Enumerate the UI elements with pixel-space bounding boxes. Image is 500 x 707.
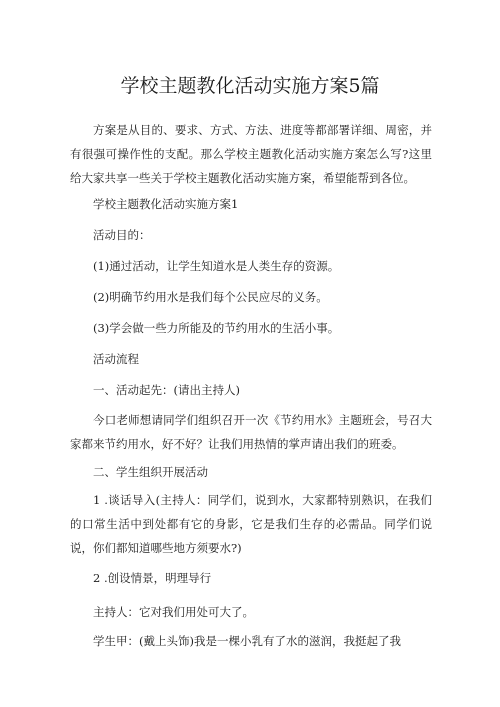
purpose-item-1: (1)通过活动，让学生知道水是人类生存的资源。 [93, 259, 340, 273]
purpose-item-2: (2)明确节约用水是我们每个公民应尽的义务。 [93, 290, 328, 304]
student-line: 学生甲：(戴上头饰)我是一棵小乳有了水的滋润，我挺起了我 [93, 634, 401, 648]
document-title: 学校主题教化活动实施方案5篇 [120, 75, 380, 97]
host-line: 主持人：它对我们用处可大了。 [93, 605, 254, 619]
item1-paragraph: 1 .谈话导入(主持人：同学们，说到水，大家都特别熟识，在我们的口常生活中到处都有它的身影，它是我们生存的必需品。同学们说说，你们都知道哪些地方须要水?) [70, 493, 432, 555]
step2-heading: 二、学生组织开展活动 [93, 465, 208, 479]
item2-heading: 2 .创设情景，明理导行 [93, 571, 212, 585]
intro-paragraph: 方案是从目的、要求、方式、方法、进度等都部署详细、周密，并有很强可操作性的支配。那么学校主题教化活动实施方案怎么写?这里给大家共享一些关于学校主题教化活动实施方案，希望能帮到各位。 [70, 123, 432, 185]
purpose-item-3: (3)学会做一些力所能及的节约用水的生活小事。 [93, 321, 340, 335]
step1-heading: 一、活动起先：(请出主持人) [93, 383, 240, 397]
purpose-label: 活动目的： [93, 228, 151, 242]
flow-label: 活动流程 [93, 352, 139, 366]
section-heading: 学校主题教化活动实施方案1 [93, 197, 239, 211]
step1-paragraph: 今口老师想请同学们组织召开一次《节约用水》主题班会，号召大家都来节约用水，好不好？让我们用热情的掌声请出我们的班委。 [70, 413, 432, 451]
